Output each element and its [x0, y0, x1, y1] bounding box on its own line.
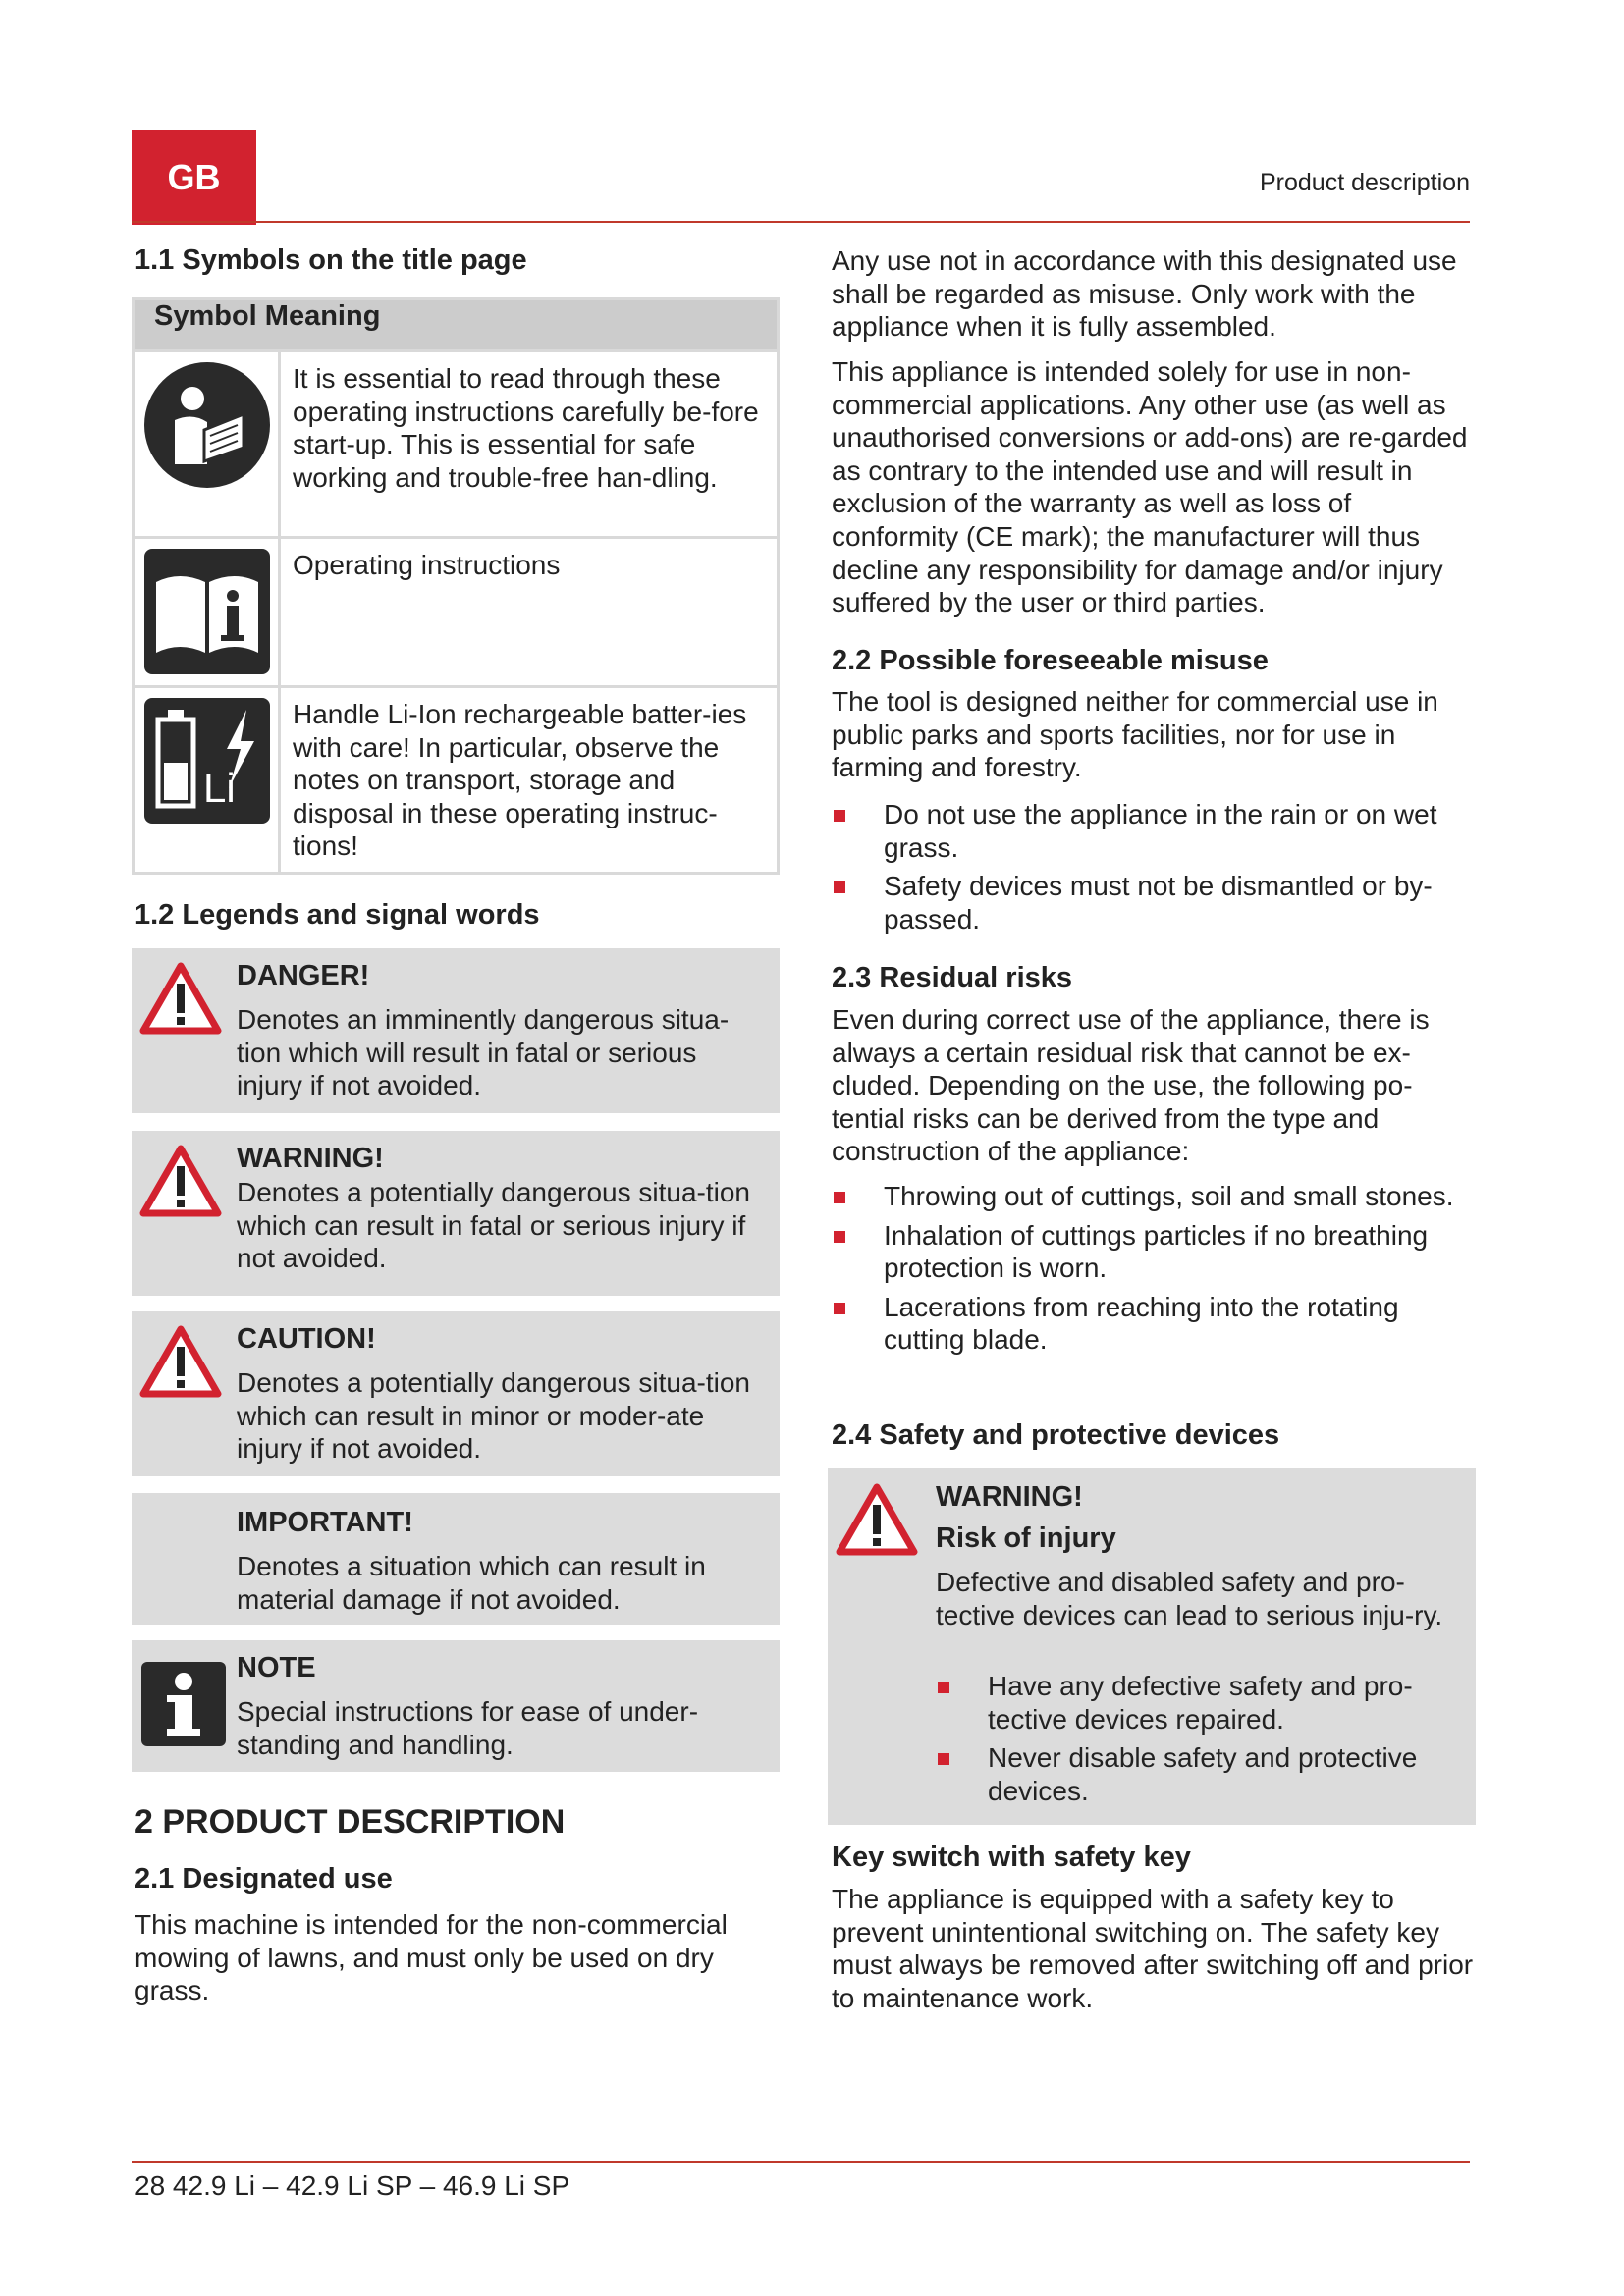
footer-rule [132, 2161, 1470, 2163]
box-title: NOTE [237, 1652, 316, 1683]
box-text: Denotes a situation which can result in material damage if not avoided. [237, 1551, 706, 1615]
list-item: Do not use the appliance in the rain or on wet grass. [832, 798, 1480, 864]
symbol-meaning-text: Handle Li-Ion rechargeable batter-ies with care! In particular, observe the notes on transport, storage and disposal in these operating instruc-tions! [280, 687, 779, 874]
right-paragraph-2: This appliance is intended solely for use in non-commercial applications. Any other use (as well as unauthorised conversions or add-ons) are re-garded as contrary to the intended use and will result in exclusion of the warranty as well as loss of conformity (CE mark); the manufacturer will thus decline any responsibility for damage and/or injury suffered by the user or third parties. [832, 356, 1468, 618]
box-title: WARNING! [237, 1143, 384, 1174]
box-title: WARNING! [936, 1481, 1083, 1513]
section-2-3-text: Even during correct use of the appliance, there is always a certain residual risk that cannot be ex-cluded. Depending on the use, the following po-tential risks can be derived from the type and construction of the appliance: [832, 1004, 1430, 1167]
read-manual-icon [144, 362, 270, 488]
list-item: Have any defective safety and pro-tective devices repaired. [936, 1670, 1456, 1735]
section-2-1-text: This machine is intended for the non-commercial mowing of lawns, and must only be used on dry grass. [135, 1909, 728, 2006]
section-1-1-title: 1.1 Symbols on the title page [135, 244, 527, 276]
section-2-title: 2 PRODUCT DESCRIPTION [135, 1803, 566, 1841]
list-item: Lacerations from reaching into the rotating cutting blade. [832, 1291, 1480, 1357]
section-1-2-title: 1.2 Legends and signal words [135, 899, 540, 931]
table-row [134, 687, 779, 874]
footer-text: 28 42.9 Li – 42.9 Li SP – 46.9 Li SP [135, 2170, 570, 2201]
caution-box [132, 1311, 780, 1476]
box-text: Denotes a potentially dangerous situa-tion which can result in minor or moder-ate injury if not avoided. [237, 1367, 751, 1465]
warning-triangle-icon [836, 1483, 918, 1556]
warning-triangle-icon [139, 1145, 222, 1217]
box-subtitle: Risk of injury [936, 1522, 1116, 1554]
battery-icon-label: Li [203, 765, 236, 811]
section-2-2-bullets [832, 792, 1480, 935]
symbols-table-header: Symbol Meaning [134, 299, 779, 351]
box-text: Special instructions for ease of under-standing and handling. [237, 1696, 699, 1760]
box-text: Denotes a potentially dangerous situa-tion which can result in fatal or serious injury if not avoided. [237, 1177, 751, 1274]
header-rule [132, 221, 1470, 223]
section-2-3-bullets [832, 1174, 1480, 1357]
warning-triangle-icon [139, 1325, 222, 1398]
li-ion-battery-icon [144, 698, 270, 824]
box-text: Defective and disabled safety and pro-tective devices can lead to serious inju-ry. [936, 1567, 1443, 1630]
section-2-4-title: 2.4 Safety and protective devices [832, 1419, 1280, 1451]
table-row [134, 538, 779, 687]
section-2-2-title: 2.2 Possible foreseeable misuse [832, 645, 1269, 676]
list-item: Safety devices must not be dismantled or by-passed. [832, 870, 1480, 935]
warning-bullets [936, 1664, 1456, 1807]
safety-warning-box [828, 1468, 1476, 1825]
list-item: Never disable safety and protective devices. [936, 1741, 1456, 1807]
box-title: CAUTION! [237, 1323, 376, 1355]
important-box [132, 1493, 780, 1625]
list-item: Inhalation of cuttings particles if no breathing protection is worn. [832, 1219, 1480, 1285]
section-2-1-title: 2.1 Designated use [135, 1863, 393, 1895]
danger-box [132, 948, 780, 1113]
right-paragraph-1: Any use not in accordance with this designated use shall be regarded as misuse. Only work with the appliance when it is fully assembled. [832, 245, 1457, 343]
language-tab: GB [132, 130, 256, 225]
list-item: Throwing out of cuttings, soil and small stones. [832, 1180, 1480, 1213]
section-2-3-title: 2.3 Residual risks [832, 962, 1073, 993]
section-2-2-text: The tool is designed neither for commercial use in public parks and sports facilities, nor for use in farming and forestry. [832, 686, 1438, 783]
box-title: DANGER! [237, 960, 370, 991]
key-switch-text: The appliance is equipped with a safety key to prevent unintentional switching on. The safety key must always be removed after switching off and prior to maintenance work. [832, 1884, 1474, 2013]
operating-instructions-icon [144, 549, 270, 674]
box-text: Denotes an imminently dangerous situa-tion which will result in fatal or serious injury if not avoided. [237, 1004, 730, 1101]
symbol-meaning-text: Operating instructions [280, 538, 779, 687]
key-switch-title: Key switch with safety key [832, 1842, 1191, 1873]
note-box [132, 1640, 780, 1772]
section-header: Product description [1259, 169, 1470, 196]
warning-triangle-icon [139, 962, 222, 1035]
box-title: IMPORTANT! [237, 1507, 413, 1538]
info-icon [141, 1662, 226, 1746]
warning-box [132, 1131, 780, 1296]
symbol-meaning-text: It is essential to read through these operating instructions carefully be-fore start-up. This is essential for safe working and trouble-free han-dling. [280, 351, 779, 538]
symbols-table [132, 297, 780, 875]
table-row [134, 351, 779, 538]
